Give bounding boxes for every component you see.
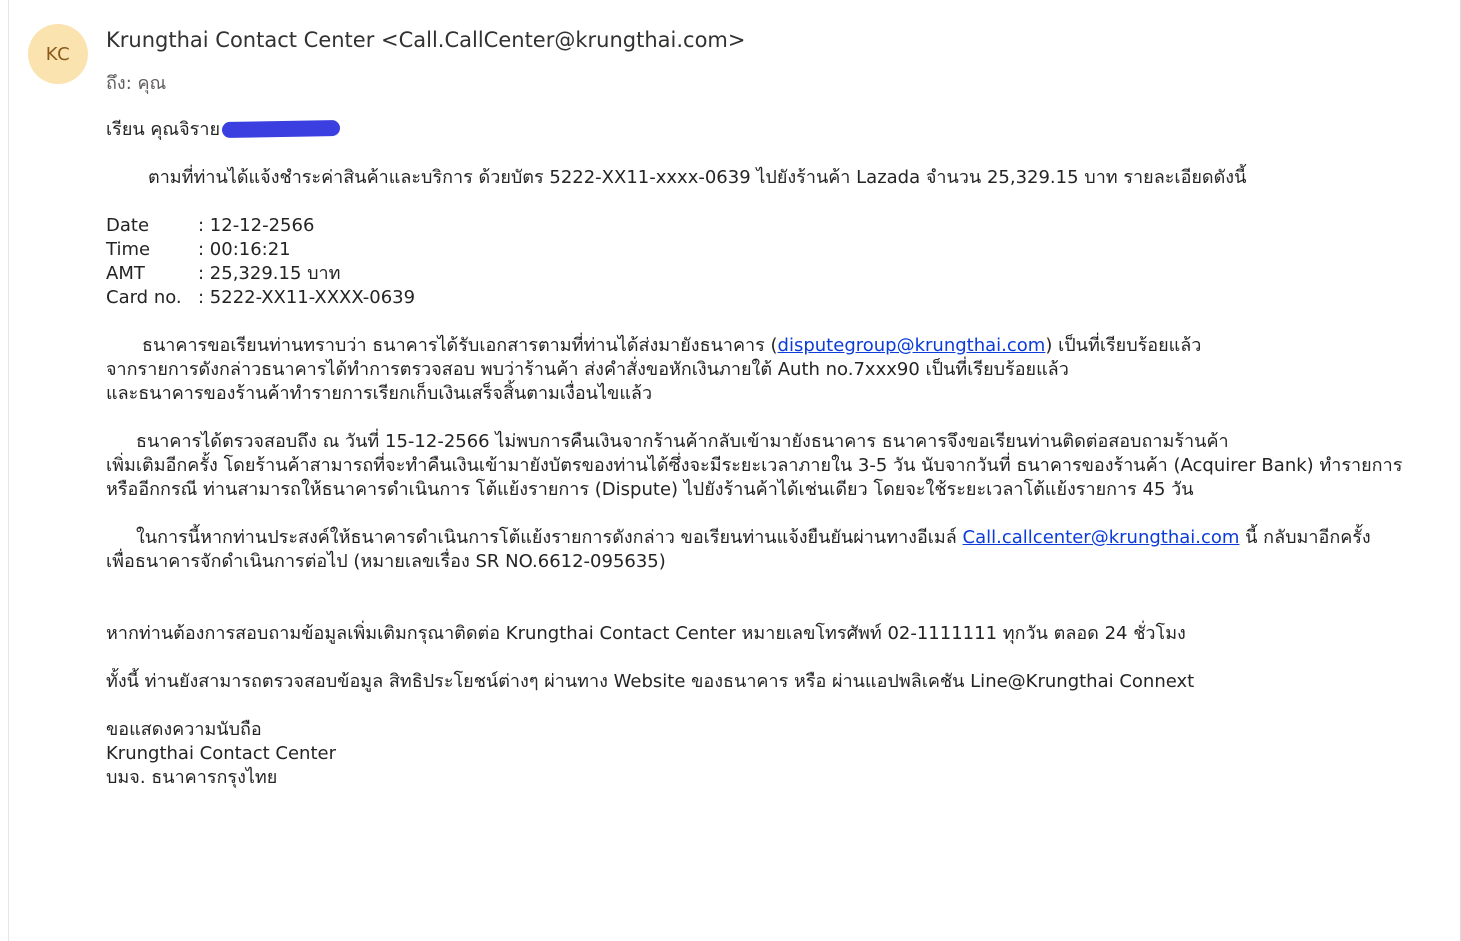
paragraph-3-line-2: เพื่อธนาคารจักดำเนินการต่อไป (หมายเลขเรื่อง SR NO.6612-095635) — [106, 551, 666, 572]
sender-name[interactable]: Krungthai Contact Center <Call.CallCenter@krungthai.com> — [106, 28, 746, 52]
recipient-line — [106, 68, 166, 97]
callcenter-email-link[interactable]: Call.callcenter@krungthai.com — [962, 527, 1240, 548]
spacer — [106, 406, 1426, 430]
detail-row-card — [106, 286, 1426, 310]
paragraph-2-line-3: หรืออีกกรณี ท่านสามารถให้ธนาคารดำเนินการ โต้แย้งรายการ (Dispute) ไปยังร้านค้าได้เช่นเดียว โดยจะใช้ระยะเวลาโต้แย้งรายการ 45 วัน — [106, 479, 1194, 500]
paragraph-3-line-1: ในการนี้หากท่านประสงค์ให้ธนาคารดำเนินการโต้แย้งรายการดังกล่าว ขอเรียนท่านแจ้งยืนยันผ่านทางอีเมล์ Call.callcenter@krungthai.com นี้ กลับมาอีกครั้ง — [136, 527, 1371, 548]
detail-label: AMT — [106, 263, 145, 284]
detail-label: Date — [106, 215, 150, 236]
spacer — [106, 646, 1426, 670]
to-value[interactable]: คุณ — [137, 73, 167, 94]
paragraph-1-line-3: และธนาคารของร้านค้าทำรายการเรียกเก็บเงินเสร็จสิ้นตามเงื่อนไขแล้ว — [106, 383, 653, 404]
greeting: เรียน คุณจิราย — [106, 118, 1426, 142]
intro-paragraph: ตามที่ท่านได้แจ้งชำระค่าสินค้าและบริการ ด้วยบัตร 5222-XX11-xxxx-0639 ไปยังร้านค้า Lazada จำนวน 25,329.15 บาท รายละเอียดดังนี้ — [148, 167, 1247, 188]
spacer — [106, 502, 1426, 526]
contact-paragraph: หากท่านต้องการสอบถามข้อมูลเพิ่มเติมกรุณาติดต่อ Krungthai Contact Center หมายเลขโทรศัพท์ 02-1111111 ทุกวัน ตลอด 24 ชั่วโมง — [106, 623, 1186, 644]
signature-closing: ขอแสดงความนับถือ — [106, 719, 262, 740]
sender-avatar[interactable] — [28, 24, 88, 84]
signature-company: บมจ. ธนาคารกรุงไทย — [106, 767, 278, 788]
paragraph-1-line-2: จากรายการดังกล่าวธนาคารได้ทำการตรวจสอบ พบว่าร้านค้า ส่งคำสั่งขอหักเงินภายใต้ Auth no.7xxx90 เป็นที่เรียบร้อยแล้ว — [106, 359, 1069, 380]
spacer — [106, 190, 1426, 214]
detail-value: : 00:16:21 — [198, 239, 291, 260]
signature-name: Krungthai Contact Center — [106, 743, 337, 764]
spacer — [106, 310, 1426, 334]
detail-row-date — [106, 214, 1426, 238]
detail-label: Time — [106, 239, 151, 260]
spacer — [106, 598, 1426, 622]
detail-label: Card no. — [106, 287, 182, 308]
reading-pane-left-border — [8, 0, 9, 941]
paragraph-2-line-1: ธนาคารได้ตรวจสอบถึง ณ วันที่ 15-12-2566 ไม่พบการคืนเงินจากร้านค้ากลับเข้ามายังธนาคาร ธนาคารจึงขอเรียนท่านติดต่อสอบถามร้านค้า — [136, 431, 1229, 452]
email-body — [106, 118, 1426, 790]
detail-value: : 12-12-2566 — [198, 215, 315, 236]
spacer — [106, 574, 1426, 598]
to-label: ถึง: — [106, 73, 132, 94]
detail-value: : 25,329.15 บาท — [198, 263, 341, 284]
detail-row-amount — [106, 262, 1426, 286]
detail-value: : 5222-XX11-XXXX-0639 — [198, 287, 416, 308]
redaction-mark — [222, 120, 340, 138]
spacer — [106, 142, 1426, 166]
dispute-email-link[interactable]: disputegroup@krungthai.com — [777, 335, 1046, 356]
spacer — [106, 694, 1426, 718]
detail-row-time — [106, 238, 1426, 262]
paragraph-2-line-2: เพิ่มเติมอีกครั้ง โดยร้านค้าสามารถที่จะทำคืนเงินเข้ามายังบัตรของท่านได้ซึ่งจะมีระยะเวลาภายใน 3-5 วัน นับจากวันที่ ธนาคารของร้านค้า (Acquirer Bank) ทำรายการ — [106, 455, 1403, 476]
paragraph-1-line-1: ธนาคารขอเรียนท่านทราบว่า ธนาคารได้รับเอกสารตามที่ท่านได้ส่งมายังธนาคาร (disputegroup@krungthai.com) เป็นที่เรียบร้อยแล้ว — [142, 335, 1202, 356]
website-paragraph: ทั้งนี้ ท่านยังสามารถตรวจสอบข้อมูล สิทธิประโยชน์ต่างๆ ผ่านทาง Website ของธนาคาร หรือ ผ่านแอปพลิเคชัน Line@Krungthai Connext — [106, 671, 1195, 692]
avatar-initials: KC — [45, 43, 71, 65]
